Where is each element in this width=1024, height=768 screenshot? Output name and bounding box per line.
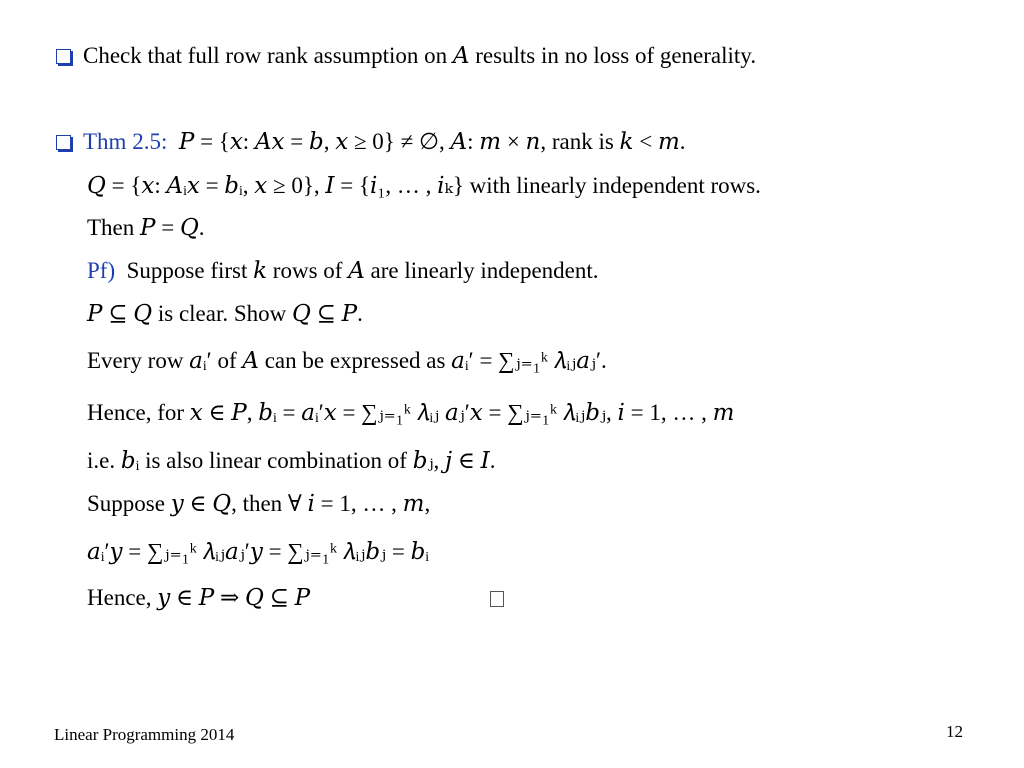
proof-line-8-row [87,584,504,612]
footer-course-title: Linear Programming 2014 [54,725,235,744]
proof-line-1: Suppose first 𝑘 rows of 𝐴 are linearly independent. [126,258,599,283]
proof-line-5: i.e. 𝑏ᵢ is also linear combination of 𝑏ⱼ, 𝑗 ∈ 𝐼. [87,448,496,473]
checkbox-bullet-icon [56,135,71,150]
theorem-label: Thm 2.5: [83,129,168,154]
bullet-item-2 [56,128,686,156]
theorem-line-3: Then 𝑃 = 𝑄. [87,215,205,240]
proof-label: Pf) [87,258,116,283]
theorem-line-2: 𝑄 = {𝑥: 𝐴ᵢ𝑥 = 𝑏ᵢ, 𝑥 ≥ 0}, 𝐼 = {𝑖₁, … , 𝑖ₖ} with linearly independent rows. [87,173,761,198]
proof-line-1-row [87,257,599,285]
bullet-1-text: Check that full row rank assumption on 𝐴 results in no loss of generality. [83,43,757,68]
proof-line-6: Suppose 𝑦 ∈ 𝑄, then ∀ 𝑖 = 1, … , 𝑚, [87,491,431,516]
bullet-item-1 [56,42,756,70]
proof-line-2: 𝑃 ⊆ 𝑄 is clear. Show 𝑄 ⊆ 𝑃. [87,301,363,326]
proof-line-3: Every row 𝑎ᵢ′ of 𝐴 can be expressed as 𝑎ᵢ′ = ∑ⱼ₌₁ᵏ 𝜆ᵢⱼ𝑎ⱼ′. [87,348,607,373]
page-number: 12 [946,722,963,741]
qed-box-icon [490,591,504,607]
proof-line-7: 𝑎ᵢ′𝑦 = ∑ⱼ₌₁ᵏ 𝜆ᵢⱼ𝑎ⱼ′𝑦 = ∑ⱼ₌₁ᵏ 𝜆ᵢⱼ𝑏ⱼ = 𝑏ᵢ [87,539,430,564]
proof-line-8: Hence, 𝑦 ∈ 𝑃 ⇒ 𝑄 ⊆ 𝑃 [87,585,311,610]
theorem-line-1: 𝑃 = {𝑥: 𝐴𝑥 = 𝑏, 𝑥 ≥ 0} ≠ ∅, 𝐴: 𝑚 × 𝑛, rank is 𝑘 < 𝑚. [178,129,686,154]
proof-line-4: Hence, for 𝑥 ∈ 𝑃, 𝑏ᵢ = 𝑎ᵢ′𝑥 = ∑ⱼ₌₁ᵏ 𝜆ᵢⱼ 𝑎ⱼ′𝑥 = ∑ⱼ₌₁ᵏ 𝜆ᵢⱼ𝑏ⱼ, 𝑖 = 1, … , 𝑚 [87,400,735,425]
checkbox-bullet-icon [56,49,71,64]
